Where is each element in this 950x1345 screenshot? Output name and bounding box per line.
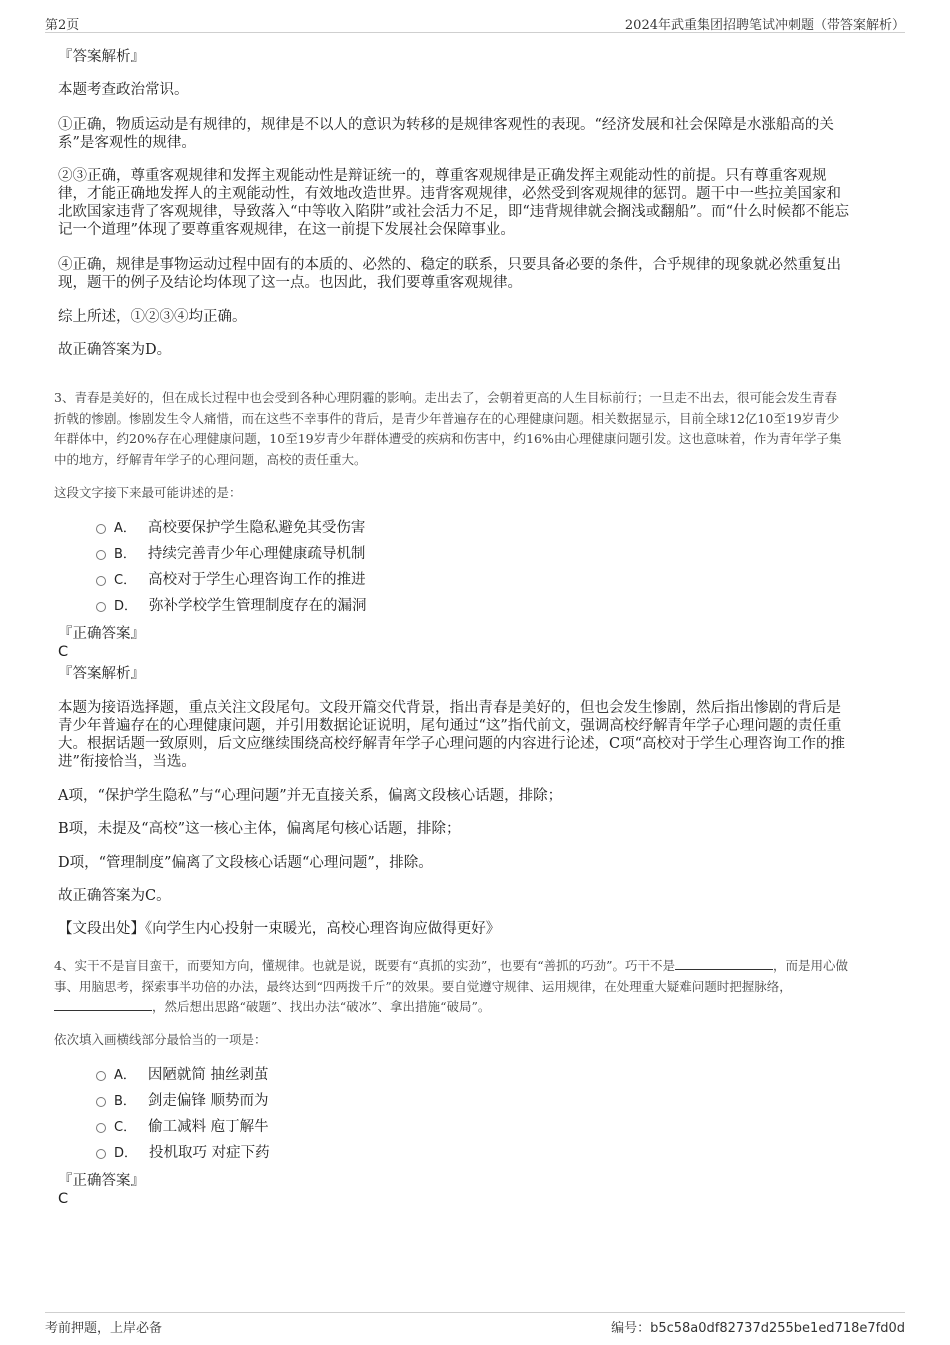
fill-blank [675, 957, 773, 970]
fill-blank [54, 998, 152, 1011]
analysis-line: ②③正确，尊重客观规律和发挥主观能动性是辩证统一的，尊重客观规律是正确发挥主观能动性的前提。只有尊重客观规 [58, 168, 827, 184]
analysis-line: D项，“管理制度”偏离了文段核心话题“心理问题”，排除。 [58, 855, 433, 871]
question-stem-line: 年群体中，约20%存在心理健康问题，10至19岁青少年群体遭受的疾病和伤害中，约16%由心理健康问题引发。这也意味着，作为青年学子集 [54, 431, 842, 446]
question-prompt: 依次填入画横线部分最恰当的一项是： [54, 1032, 267, 1047]
analysis-line: 北欧国家违背了客观规律，导致落入“中等收入陷阱”或社会活力不足，即“违背规律就会搁浅或翻船”。而“什么时候都不能忘 [58, 204, 850, 220]
option-b[interactable]: B． 剑走偏锋 顺势而为 [96, 1092, 269, 1111]
analysis-line: 青少年普遍存在的心理健康问题，并引用数据论证说明，尾句通过“这”指代前文，强调高校纾解青年学子心理问题的责任重 [58, 718, 842, 734]
analysis-line: 故正确答案为C。 [58, 888, 171, 904]
question-stem-line: 4、实干不是盲目蛮干，而要知方向，懂规律。也就是说，既要有“真抓的实劲”，也要有“善抓的巧劲”。巧干不是 ，而是用心做 [54, 958, 849, 973]
option-d[interactable]: D． 投机取巧 对症下药 [96, 1144, 270, 1163]
answer-label: 『正确答案』 [58, 1173, 145, 1189]
radio-icon[interactable] [96, 602, 106, 612]
analysis-line: ①正确，物质运动是有规律的，规律是不以人的意识为转移的是规律客观性的表现。“经济发展和社会保障是水涨船高的关 [58, 117, 834, 133]
answer-label: 『正确答案』 [58, 626, 145, 642]
radio-icon[interactable] [96, 1071, 106, 1081]
analysis-line: 现，题干的例子及结论均体现了这一点。也因此，我们要尊重客观规律。 [58, 275, 522, 291]
radio-icon[interactable] [96, 1097, 106, 1107]
radio-icon[interactable] [96, 1123, 106, 1133]
analysis-line: 故正确答案为D。 [58, 342, 172, 358]
option-c[interactable]: C． 高校对于学生心理咨询工作的推进 [96, 571, 366, 590]
footer-slogan: 考前押题，上岸必备 [45, 1321, 163, 1336]
analysis-line: 大。根据话题一致原则，后文应继续围绕高校纾解青年学子心理问题的内容进行论述，C项“高校对于学生心理咨询工作的推 [58, 736, 846, 752]
option-d[interactable]: D． 弥补学校学生管理制度存在的漏洞 [96, 597, 367, 616]
radio-icon[interactable] [96, 1149, 106, 1159]
analysis-line: A项，“保护学生隐私”与“心理问题”并无直接关系，偏离文段核心话题，排除； [58, 788, 563, 804]
page-footer [45, 1312, 905, 1339]
analysis-line: 进”衔接恰当，当选。 [58, 754, 196, 770]
question-prompt: 这段文字接下来最可能讲述的是： [54, 485, 242, 500]
analysis-label: 『答案解析』 [58, 49, 145, 65]
radio-icon[interactable] [96, 550, 106, 560]
page-header [45, 12, 905, 33]
option-a[interactable]: A． 因陋就简 抽丝剥茧 [96, 1066, 269, 1085]
question-stem-line: 中的地方，纾解青年学子的心理问题，高校的责任重大。 [54, 452, 367, 467]
analysis-line: 系”是客观性的规律。 [58, 135, 196, 151]
question-stem-line: 3、青春是美好的，但在成长过程中也会受到各种心理阴霾的影响。走出去了，会朝着更高的人生目标前行；一旦走不出去，很可能会发生青春 [54, 390, 837, 405]
correct-answer: C [58, 1191, 69, 1207]
analysis-line: 记一个道理”体现了要尊重客观规律，在这一前提下发展社会保障事业。 [58, 222, 515, 238]
analysis-label: 『答案解析』 [58, 666, 145, 682]
option-c[interactable]: C． 偷工减料 庖丁解牛 [96, 1118, 269, 1137]
analysis-line: 本题为接语选择题，重点关注文段尾句。文段开篇交代背景，指出青春是美好的，但也会发生惨剧，然后指出惨剧的背后是 [58, 700, 841, 716]
analysis-line: 本题考查政治常识。 [58, 82, 189, 98]
question-stem-line: 折戟的惨剧。惨剧发生令人痛惜，而在这些不幸事件的背后，是青少年普遍存在的心理健康问题。相关数据显示，目前全球12亿10至19岁青少 [54, 411, 840, 426]
document-id: 编号：b5c58a0df82737d255be1ed718e7fd0d [611, 1321, 905, 1336]
radio-icon[interactable] [96, 524, 106, 534]
correct-answer: C [58, 644, 69, 660]
page-number: 第2页 [45, 18, 80, 33]
option-a[interactable]: A． 高校要保护学生隐私避免其受伤害 [96, 519, 365, 538]
option-b[interactable]: B． 持续完善青少年心理健康疏导机制 [96, 545, 365, 564]
question-stem-line: ，然后想出思路“破题”、找出办法“破冰”、拿出措施“破局”。 [54, 997, 899, 1017]
analysis-line: ④正确，规律是事物运动过程中固有的本质的、必然的、稳定的联系，只要具备必要的条件，合乎规律的现象就必然重复出 [58, 257, 841, 273]
analysis-line: 综上所述，①②③④均正确。 [58, 309, 247, 325]
analysis-line: 律，才能正确地发挥人的主观能动性，有效地改造世界。违背客观规律，必然受到客观规律的惩罚。题干中一些拉美国家和 [58, 186, 841, 202]
analysis-line: B项，未提及“高校”这一核心主体，偏离尾句核心话题，排除； [58, 821, 461, 837]
document-title: 2024年武重集团招聘笔试冲刺题（带答案解析） [624, 18, 905, 33]
source-citation: 【文段出处】《向学生内心投射一束暖光，高校心理咨询应做得更好》 [58, 921, 501, 937]
radio-icon[interactable] [96, 576, 106, 586]
question-stem-line: 事、用脑思考，探索事半功倍的办法，最终达到“四两拨千斤”的效果。要自觉遵守规律、运用规律，在处理重大疑难问题时把握脉络， [54, 979, 792, 994]
